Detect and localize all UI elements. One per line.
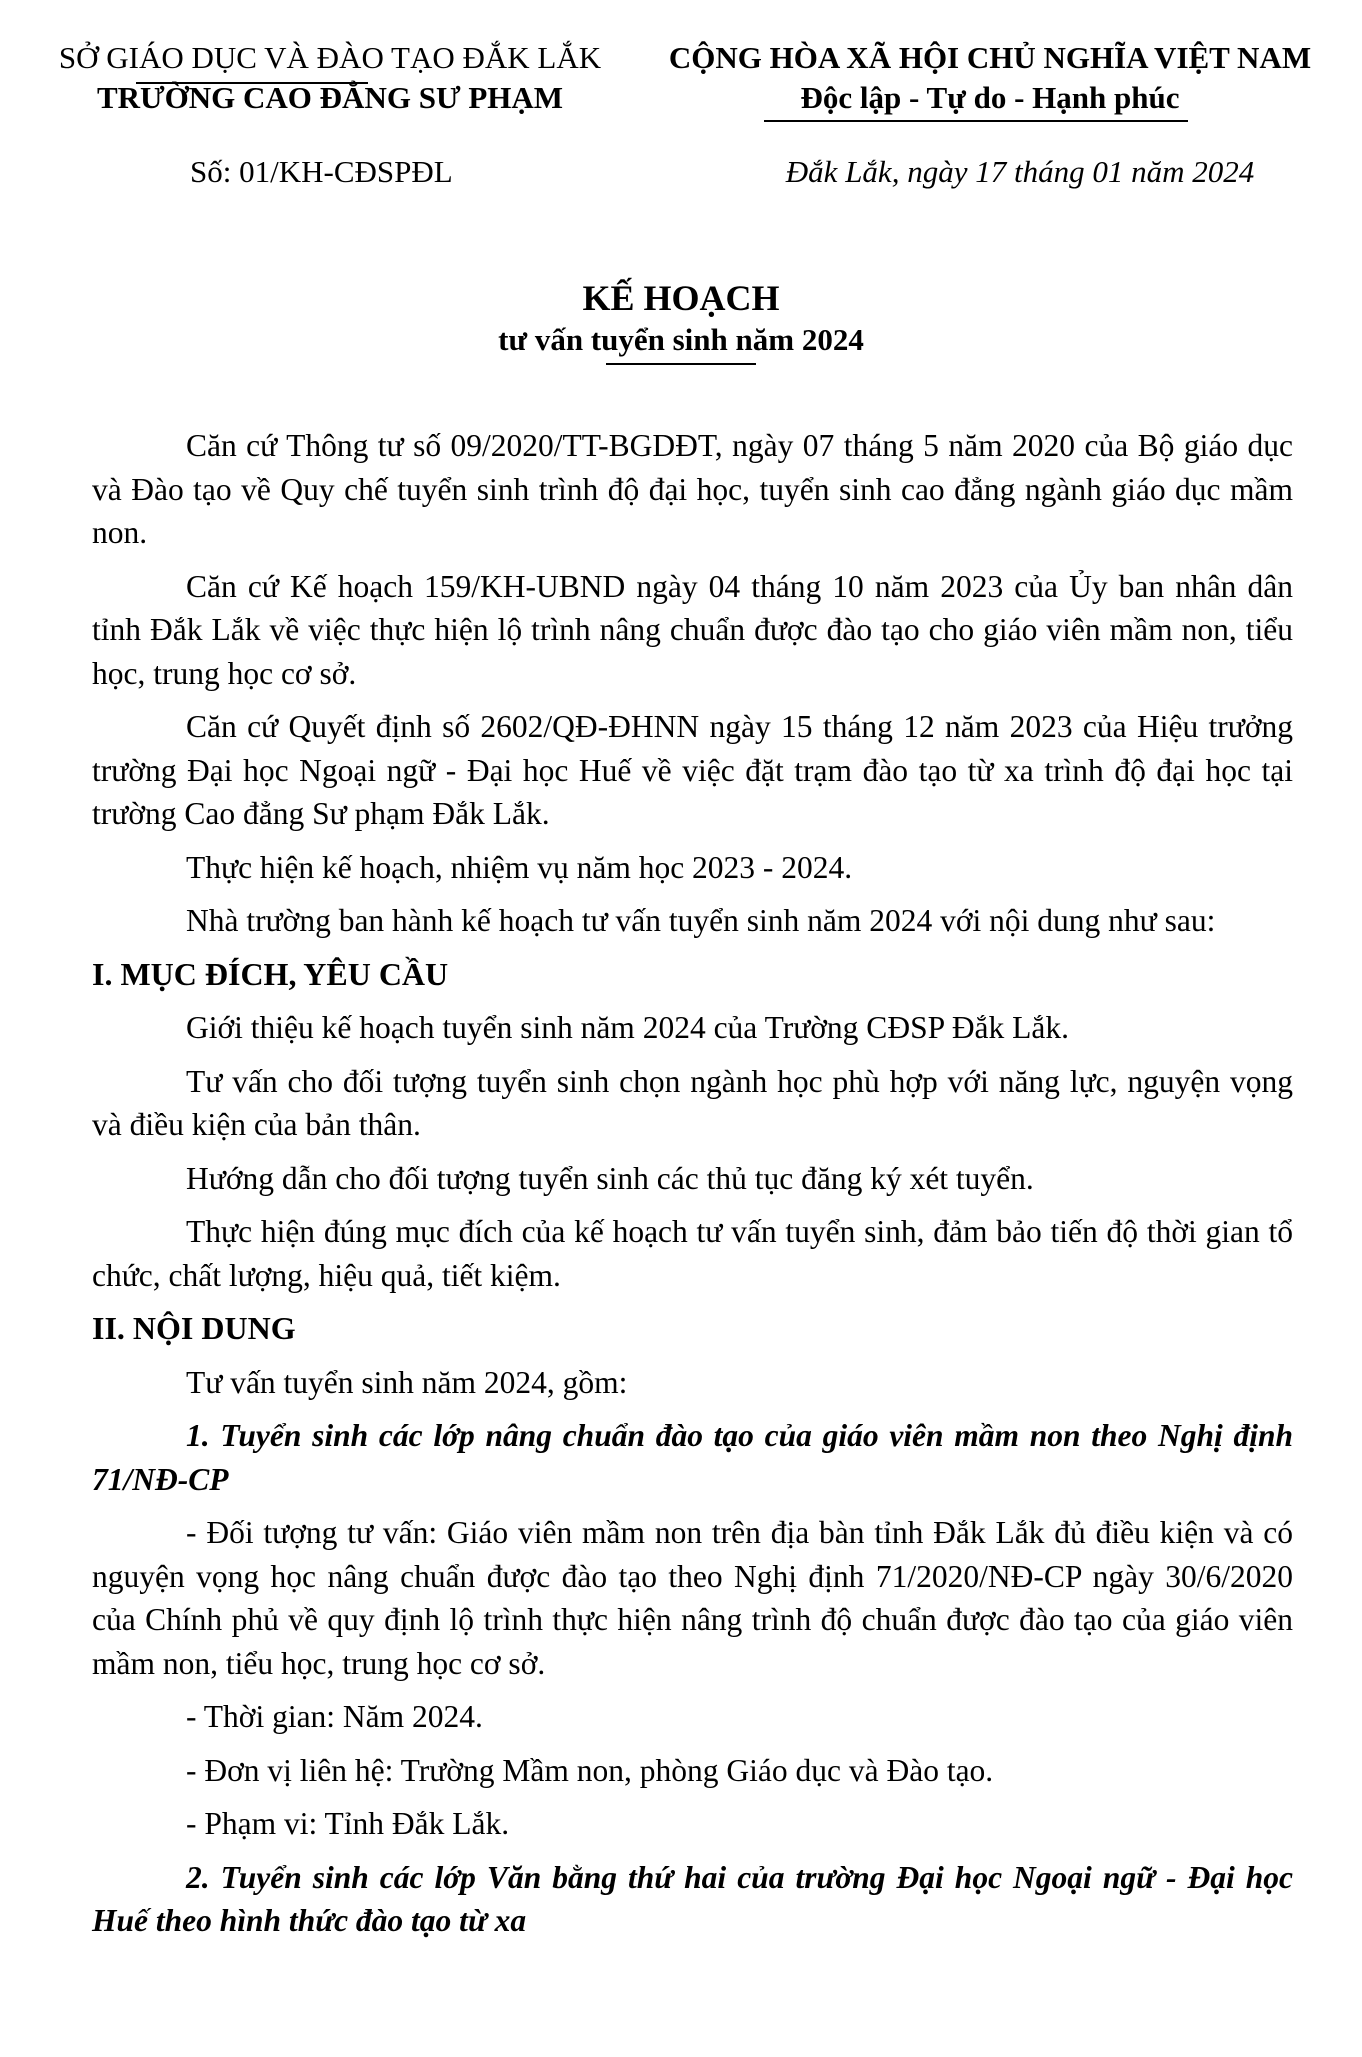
section-heading: I. MỤC ĐÍCH, YÊU CẦU — [92, 955, 449, 992]
subsection-item: - Đơn vị liên hệ: Trường Mầm non, phòng Giáo dục và Đào tạo. — [186, 1752, 994, 1788]
subsection-heading: 1. Tuyển sinh các lớp nâng chuẩn đào tạo của giáo viên mầm non theo Nghị định 71/NĐ-CP — [92, 1418, 1293, 1497]
title-underline — [606, 363, 756, 365]
document-body — [92, 424, 1293, 1953]
document-subtitle: tư vấn tuyển sinh năm 2024 — [498, 322, 864, 357]
date-line: Đắk Lắk, ngày 17 tháng 01 năm 2024 — [785, 154, 1255, 189]
paragraph: Căn cứ Thông tư số 09/2020/TT-BGDĐT, ngày 07 tháng 5 năm 2020 của Bộ giáo dục và Đào tạo về Quy chế tuyển sinh trình độ đại học, tuyển sinh cao đẳng ngành giáo dục mầm non. — [92, 428, 1293, 550]
agency-name: TRƯỜNG CAO ĐẲNG SƯ PHẠM — [96, 80, 564, 115]
issuing-agency — [30, 38, 630, 118]
document-title: KẾ HOẠCH — [582, 278, 780, 318]
section-heading: II. NỘI DUNG — [92, 1310, 296, 1346]
agency-underline — [136, 82, 368, 84]
subsection-item: - Thời gian: Năm 2024. — [186, 1699, 483, 1734]
country-name: CỘNG HÒA XÃ HỘI CHỦ NGHĨA VIỆT NAM — [668, 40, 1312, 75]
motto-underline — [764, 120, 1188, 122]
agency-parent: SỞ GIÁO DỤC VÀ ĐÀO TẠO ĐẮK LẮK — [58, 40, 602, 75]
section-intro: Tư vấn tuyển sinh năm 2024, gồm: — [186, 1364, 628, 1400]
subsection-heading: 2. Tuyển sinh các lớp Văn bằng thứ hai của trường Đại học Ngoại ngữ - Đại học Huế theo hình thức đào tạo từ xa — [92, 1859, 1293, 1938]
section-item: Tư vấn cho đối tượng tuyển sinh chọn ngành học phù hợp với năng lực, nguyện vọng và điều kiện của bản thân. — [92, 1063, 1293, 1142]
section-item: Giới thiệu kế hoạch tuyển sinh năm 2024 của Trường CĐSP Đắk Lắk. — [186, 1010, 1070, 1045]
section-item: Thực hiện đúng mục đích của kế hoạch tư vấn tuyển sinh, đảm bảo tiến độ thời gian tổ chức, chất lượng, hiệu quả, tiết kiệm. — [92, 1214, 1293, 1293]
paragraph: Căn cứ Quyết định số 2602/QĐ-ĐHNN ngày 15 tháng 12 năm 2023 của Hiệu trưởng trường Đại học Ngoại ngữ - Đại học Huế về việc đặt trạm đào tạo từ xa trình độ đại học tại trường Cao đẳng Sư phạm Đắk Lắk. — [92, 709, 1293, 831]
paragraph: Căn cứ Kế hoạch 159/KH-UBND ngày 04 tháng 10 năm 2023 của Ủy ban nhân dân tỉnh Đắk Lắk về việc thực hiện lộ trình nâng chuẩn được đào tạo cho giáo viên mầm non, tiểu học, trung học cơ sở. — [92, 568, 1293, 691]
subsection-item: - Đối tượng tư vấn: Giáo viên mầm non trên địa bàn tỉnh Đắk Lắk đủ điều kiện và có nguyện vọng học nâng chuẩn được đào tạo theo Nghị định 71/2020/NĐ-CP ngày 30/6/2020 của Chính phủ về quy định lộ trình thực hiện nâng trình độ chuẩn được đào tạo của giáo viên mầm non, tiểu học, trung học cơ sở. — [92, 1515, 1293, 1681]
national-motto — [640, 38, 1340, 118]
section-item: Hướng dẫn cho đối tượng tuyển sinh các thủ tục đăng ký xét tuyển. — [186, 1160, 1034, 1196]
paragraph: Thực hiện kế hoạch, nhiệm vụ năm học 2023 - 2024. — [186, 849, 853, 885]
subsection-item: - Phạm vi: Tỉnh Đắk Lắk. — [186, 1806, 510, 1841]
paragraph: Nhà trường ban hành kế hoạch tư vấn tuyển sinh năm 2024 với nội dung như sau: — [186, 903, 1216, 938]
document-number: Số: 01/KH-CĐSPĐL — [190, 154, 453, 189]
motto: Độc lập - Tự do - Hạnh phúc — [800, 80, 1180, 115]
